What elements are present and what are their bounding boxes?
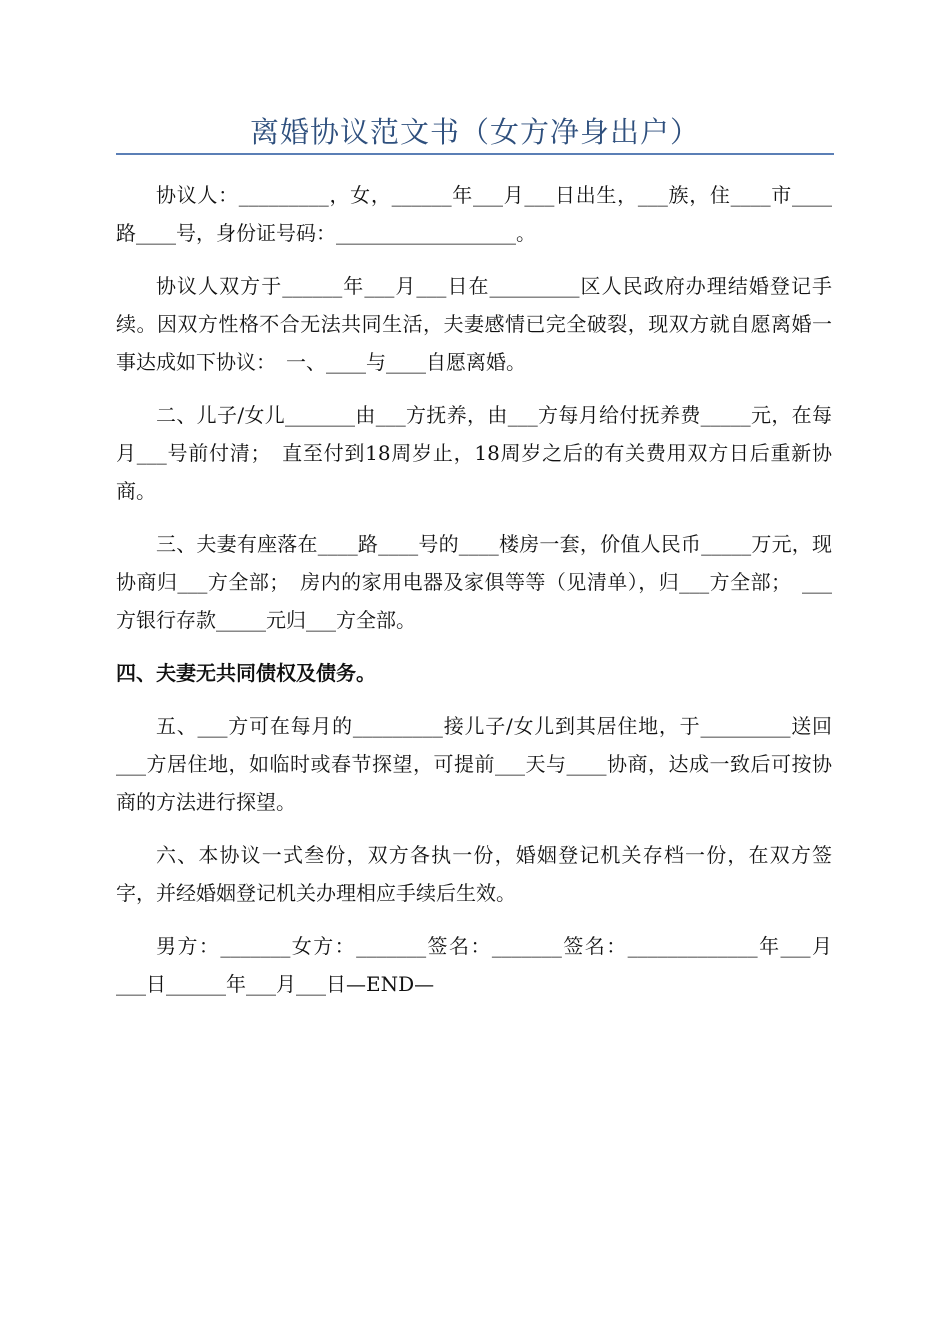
title-underline: [116, 153, 834, 155]
paragraph-signatures: 男方：_______女方：_______签名：_______签名：_____________年___月___日______年___月___日—END—: [116, 934, 832, 996]
document-title: 离婚协议范文书（女方净身出户）: [249, 115, 700, 149]
paragraph-property: 三、夫妻有座落在____路____号的____楼房一套，价值人民币_____万元，现协商归___方全部； 房内的家用电器及家俱等等（见清单），归___方全部； ___方银行存款_____元归___方全部。: [116, 532, 832, 632]
document-body: [116, 176, 832, 1018]
paragraph-marriage-registration: 协议人双方于______年___月___日在_________区人民政府办理结婚登记手续。因双方性格不合无法共同生活，夫妻感情已完全破裂，现双方就自愿离婚一事达成如下协议： 一、____与____自愿离婚。: [116, 274, 832, 374]
paragraph-effectiveness: 六、本协议一式叁份，双方各执一份，婚姻登记机关存档一份，在双方签字，并经婚姻登记机关办理相应手续后生效。: [116, 843, 832, 905]
paragraph-party-info: 协议人：_________，女，______年___月___日出生，___族，住____市____路____号，身份证号码：__________________。: [116, 183, 832, 245]
paragraph-child-custody: 二、儿子/女儿_______由___方抚养，由___方每月给付抚养费_____元，在每月___号前付清； 直至付到18周岁止，18周岁之后的有关费用双方日后重新协商。: [116, 403, 832, 503]
paragraph-visitation: 五、___方可在每月的_________接儿子/女儿到其居住地，于_________送回___方居住地，如临时或春节探望，可提前___天与____协商，达成一致后可按协商的方法进行探望。: [116, 714, 832, 814]
paragraph-debts: 四、夫妻无共同债权及债务。: [116, 661, 376, 685]
